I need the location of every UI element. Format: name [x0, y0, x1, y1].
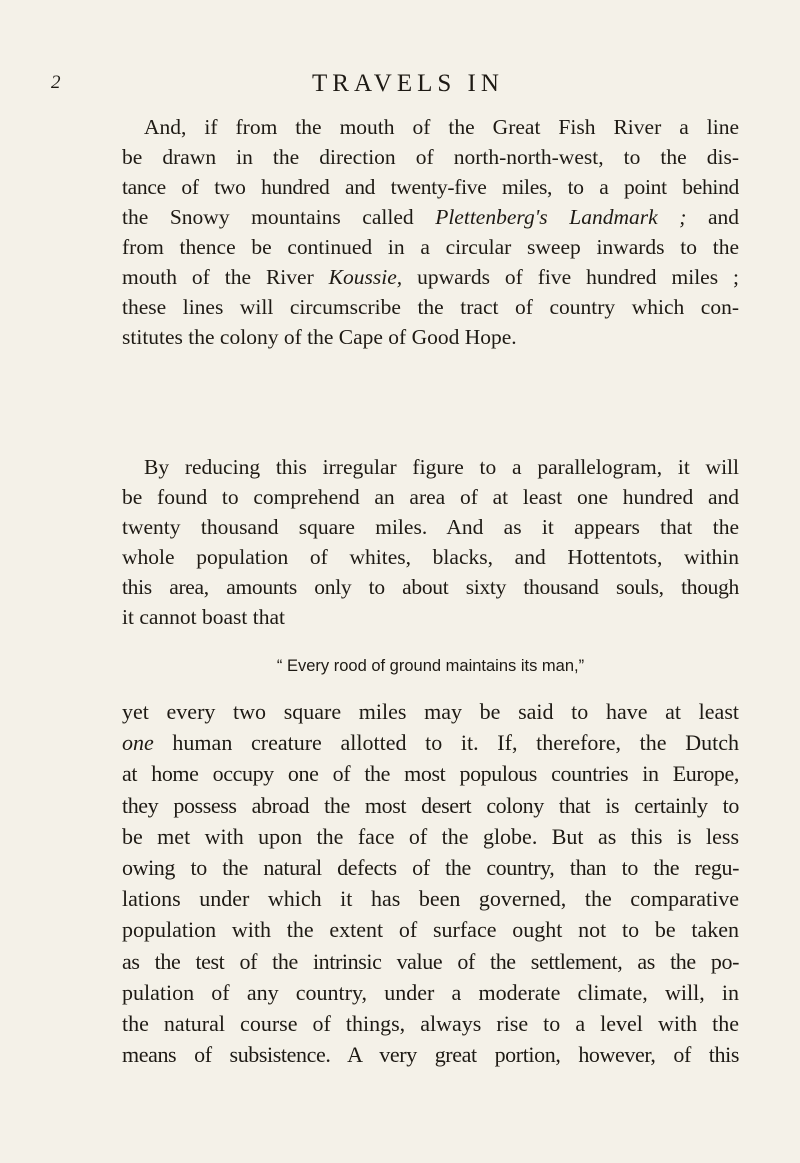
text-line: lations under which it has been governed, the comparative [122, 886, 739, 912]
running-head: TRAVELS IN [312, 70, 504, 97]
text-segment: mouth of the River [122, 265, 329, 289]
text-line: as the test of the intrinsic value of the settlement, as the po- [122, 948, 739, 974]
text-line: And, if from the mouth of the Great Fish River a line [144, 115, 739, 139]
paragraph-1 [122, 112, 739, 352]
text-line: they possess abroad the most desert colony that is certainly to [122, 792, 739, 818]
place-name-italic: Plettenberg's Landmark ; [435, 205, 687, 229]
text-line: population with the extent of surface ought not to be taken [122, 917, 739, 943]
text-line: be found to comprehend an area of at least one hundred and [122, 485, 739, 509]
text-line: pulation of any country, under a moderate climate, will, in [122, 979, 739, 1005]
text-line: tance of two hundred and twenty-five miles, to a point behind [122, 175, 739, 199]
emphasis-italic: one [122, 730, 154, 756]
text-line: this area, amounts only to about sixty thousand souls, though [122, 575, 739, 599]
text-line [122, 727, 739, 758]
text-line: twenty thousand square miles. And as it appears that the [122, 515, 739, 539]
text-segment: human creature allotted to it. If, therefore, the Dutch [153, 730, 739, 756]
text-line: be drawn in the direction of north-north-west, to the dis- [122, 145, 739, 169]
text-line: means of subsistence. A very great portion, however, of this [122, 1042, 739, 1068]
text-segment: the Snowy mountains called [122, 205, 436, 229]
text-line: whole population of whites, blacks, and Hottentots, within [122, 545, 739, 569]
block-quote: “ Every rood of ground maintains its man,” [276, 657, 585, 675]
text-segment: upwards of five hundred miles ; [402, 265, 739, 289]
text-line: these lines will circumscribe the tract of country which con- [122, 295, 739, 319]
text-line: be met with upon the face of the globe. But as this is less [122, 823, 739, 849]
text-line [122, 262, 739, 292]
text-line: at home occupy one of the most populous countries in Europe, [122, 761, 739, 787]
page-header [0, 70, 800, 100]
text-line: owing to the natural defects of the country, than to the regu- [122, 854, 739, 880]
paragraph-2 [122, 452, 739, 632]
text-segment: and [686, 205, 739, 229]
river-name-italic: Koussie, [328, 265, 403, 289]
text-line [122, 202, 739, 232]
text-line: from thence be continued in a circular sweep inwards to the [122, 235, 739, 259]
text-line: stitutes the colony of the Cape of Good Hope. [122, 325, 517, 349]
paragraph-3 [122, 696, 739, 1070]
text-line: the natural course of things, always rise to a level with the [122, 1010, 739, 1036]
text-line: it cannot boast that [122, 605, 286, 629]
text-line: By reducing this irregular figure to a parallelogram, it will [144, 455, 739, 479]
page-number: 2 [51, 72, 61, 93]
text-line: yet every two square miles may be said to have at least [122, 699, 739, 724]
